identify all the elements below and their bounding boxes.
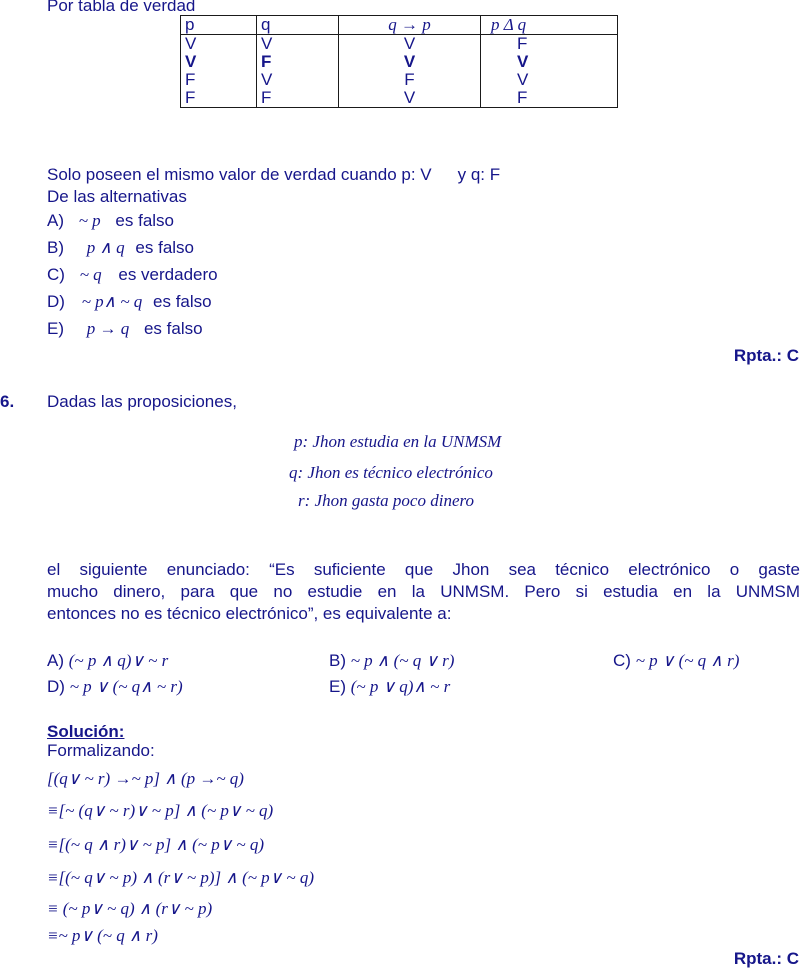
problem-number: 6. bbox=[0, 392, 15, 411]
answer-6: Rpta.: C bbox=[733, 949, 799, 968]
cell-implication: V bbox=[339, 35, 481, 54]
step-3: ≡[(~ q ∧ r)∨ ~ p] ∧ (~ p∨ ~ q) bbox=[47, 835, 265, 854]
statement-line-3: entonces no es técnico electrónico”, es equivalente a: bbox=[47, 604, 452, 623]
step-1: [(q∨ ~ r) →~ p] ∧ (p →~ q) bbox=[47, 769, 244, 788]
alternative-c: C) ~ q es verdadero bbox=[47, 265, 218, 284]
table-header-row bbox=[181, 16, 618, 35]
cell-p: V bbox=[181, 35, 257, 54]
option-c: C) ~ p ∨ (~ q ∧ r) bbox=[613, 651, 740, 670]
cell-p: V bbox=[181, 53, 257, 71]
header-implication: q → p bbox=[339, 16, 481, 35]
cell-implication: V bbox=[339, 53, 481, 71]
alternative-d: D) ~ p∧ ~ q es falso bbox=[47, 292, 212, 311]
statement-line-1: el siguiente enunciado: “Es suficiente que Jhon sea técnico electrónico o gaste bbox=[47, 560, 800, 579]
cell-delta: V bbox=[481, 53, 618, 71]
statement-line-2: mucho dinero, para que no estudie en la UNMSM. Pero si estudia en la UNMSM bbox=[47, 582, 800, 601]
alternative-a: A) ~ p es falso bbox=[47, 211, 175, 230]
option-a: A) (~ p ∧ q)∨ ~ r bbox=[47, 651, 169, 670]
table-row bbox=[181, 35, 618, 54]
cell-delta: V bbox=[481, 71, 618, 89]
step-4: ≡[(~ q∨ ~ p) ∧ (r∨ ~ p)] ∧ (~ p∨ ~ q) bbox=[47, 868, 314, 887]
proposition-q: q: Jhon es técnico electrónico bbox=[289, 463, 493, 482]
cell-delta: F bbox=[481, 89, 618, 108]
proposition-r: r: Jhon gasta poco dinero bbox=[298, 491, 474, 510]
step-5: ≡ (~ p∨ ~ q) ∧ (r∨ ~ p) bbox=[47, 899, 213, 918]
cell-p: F bbox=[181, 71, 257, 89]
cell-q: F bbox=[257, 53, 339, 71]
solution-label: Solución: bbox=[47, 722, 125, 741]
cell-implication: V bbox=[339, 89, 481, 108]
step-6: ≡~ p∨ (~ q ∧ r) bbox=[47, 926, 158, 945]
step-2: ≡[~ (q∨ ~ r)∨ ~ p] ∧ (~ p∨ ~ q) bbox=[47, 801, 274, 820]
intro-text: Por tabla de verdad bbox=[47, 0, 196, 15]
answer-5: Rpta.: C bbox=[733, 346, 799, 365]
cell-q: F bbox=[257, 89, 339, 108]
header-delta: p Δ q bbox=[481, 16, 618, 35]
header-p: p bbox=[181, 16, 257, 35]
formalizing-label: Formalizando: bbox=[47, 741, 155, 760]
option-b: B) ~ p ∧ (~ q ∨ r) bbox=[329, 651, 455, 670]
truth-table bbox=[180, 15, 618, 108]
table-row bbox=[181, 53, 618, 71]
alternative-b: B) p ∧ q es falso bbox=[47, 238, 195, 257]
table-row bbox=[181, 89, 618, 108]
option-e: E) (~ p ∨ q)∧ ~ r bbox=[329, 677, 451, 696]
proposition-p: p: Jhon estudia en la UNMSM bbox=[294, 432, 502, 451]
cell-p: F bbox=[181, 89, 257, 108]
cell-q: V bbox=[257, 35, 339, 54]
cell-delta: F bbox=[481, 35, 618, 54]
alternative-e: E) p → q es falso bbox=[47, 319, 203, 338]
option-d: D) ~ p ∨ (~ q∧ ~ r) bbox=[47, 677, 183, 696]
cell-q: V bbox=[257, 71, 339, 89]
header-q: q bbox=[257, 16, 339, 35]
conclusion-sentence: Solo poseen el mismo valor de verdad cuando p: V y q: F bbox=[47, 165, 501, 184]
cell-implication: F bbox=[339, 71, 481, 89]
alternatives-intro: De las alternativas bbox=[47, 187, 187, 206]
problem-intro: Dadas las proposiciones, bbox=[47, 392, 237, 411]
table-row bbox=[181, 71, 618, 89]
